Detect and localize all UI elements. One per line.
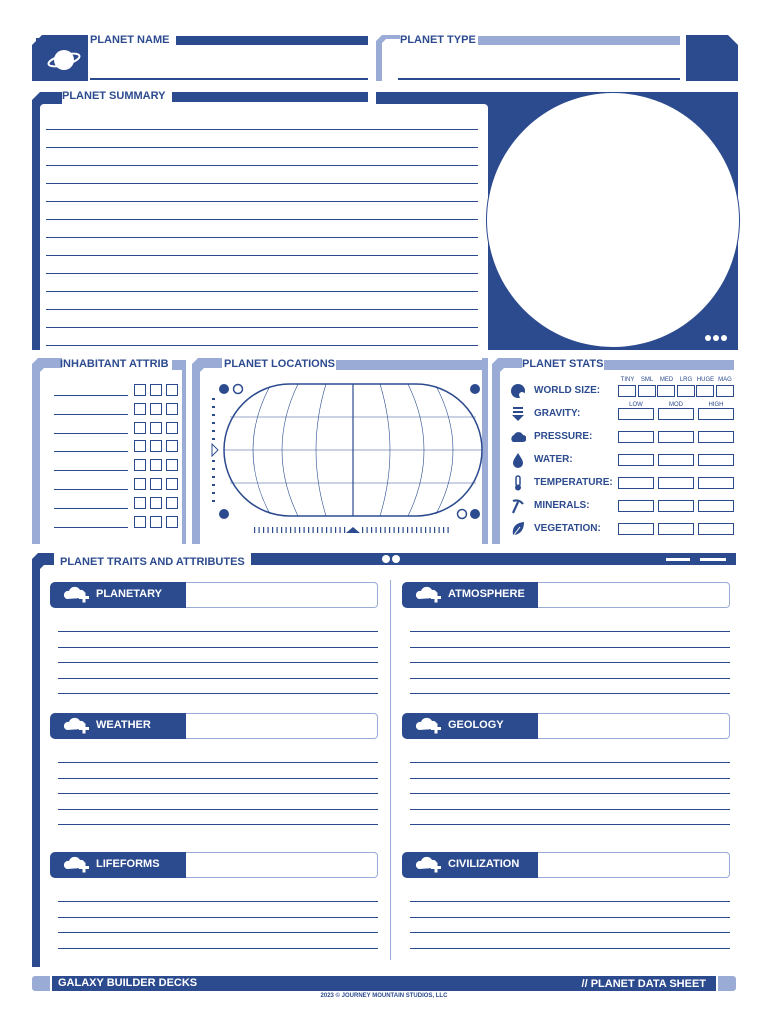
summary-line[interactable] xyxy=(46,183,478,184)
summary-line[interactable] xyxy=(46,129,478,130)
inhabitant-label: INHABITANT ATTRIB xyxy=(60,358,169,370)
planet-type-label: PLANET TYPE xyxy=(400,34,476,46)
map-tick xyxy=(403,527,404,533)
trait-field[interactable] xyxy=(538,582,730,608)
stat-name: VEGETATION: xyxy=(534,523,601,534)
stat-level-box[interactable] xyxy=(618,523,654,535)
trait-line[interactable] xyxy=(410,809,730,810)
inhabitant-attrib-field[interactable] xyxy=(54,395,128,396)
inhabitant-checkbox[interactable] xyxy=(150,516,162,528)
cloud-plus-icon xyxy=(64,856,90,874)
stats-label: PLANET STATS xyxy=(522,358,604,370)
cloud-plus-icon xyxy=(64,717,90,735)
map-tick xyxy=(254,527,255,533)
map-tick xyxy=(371,527,372,533)
trait-line[interactable] xyxy=(410,647,730,648)
map-tick xyxy=(263,527,264,533)
summary-line[interactable] xyxy=(46,237,478,238)
trait-label: WEATHER xyxy=(96,719,151,731)
trait-line[interactable] xyxy=(58,662,378,663)
trait-field[interactable] xyxy=(186,582,378,608)
trait-line[interactable] xyxy=(410,631,730,632)
header-right-cap xyxy=(686,35,738,81)
trait-line[interactable] xyxy=(410,917,730,918)
trait-line[interactable] xyxy=(410,932,730,933)
cloud-plus-icon xyxy=(416,717,442,735)
map-tick xyxy=(448,527,449,533)
map-tick xyxy=(295,527,296,533)
map-tick xyxy=(344,527,345,533)
map-tick xyxy=(380,527,381,533)
trait-header xyxy=(50,582,378,608)
inhabitant-checkbox[interactable] xyxy=(166,384,178,396)
size-scale-label: MED xyxy=(659,377,674,383)
trait-line[interactable] xyxy=(58,793,378,794)
stat-level-box[interactable] xyxy=(618,500,654,512)
map-tick xyxy=(421,527,422,533)
map-tick xyxy=(259,527,260,533)
stat-level-box[interactable] xyxy=(698,500,734,512)
inhabitant-checkbox[interactable] xyxy=(150,478,162,490)
inhabitant-checkbox[interactable] xyxy=(134,384,146,396)
inhabitant-checkbox[interactable] xyxy=(134,478,146,490)
trait-line[interactable] xyxy=(410,901,730,902)
inhabitant-attrib-field[interactable] xyxy=(54,470,128,471)
trait-line[interactable] xyxy=(58,824,378,825)
map-tick xyxy=(304,527,305,533)
level-scale-label: MOD xyxy=(669,402,683,408)
stat-level-box[interactable] xyxy=(658,500,694,512)
inhabitant-checkbox[interactable] xyxy=(150,422,162,434)
map-tick xyxy=(281,527,282,533)
inhabitant-checkbox[interactable] xyxy=(134,459,146,471)
summary-line[interactable] xyxy=(46,309,478,310)
map-tick xyxy=(331,527,332,533)
inhabitant-checkbox[interactable] xyxy=(134,440,146,452)
stat-level-box[interactable] xyxy=(658,431,694,443)
trait-header xyxy=(50,713,378,739)
traits-label: PLANET TRAITS AND ATTRIBUTES xyxy=(60,556,245,568)
inhabitant-checkbox[interactable] xyxy=(150,440,162,452)
trait-line[interactable] xyxy=(58,647,378,648)
stat-level-box[interactable] xyxy=(698,408,734,420)
map-tick xyxy=(412,527,413,533)
trait-line[interactable] xyxy=(58,809,378,810)
inhabitant-checkbox[interactable] xyxy=(150,497,162,509)
trait-line[interactable] xyxy=(58,762,378,763)
footer-right-text: // PLANET DATA SHEET xyxy=(581,978,706,990)
globe-grid-icon[interactable] xyxy=(206,376,484,540)
inhabitant-checkbox[interactable] xyxy=(166,478,178,490)
level-scale-label: HIGH xyxy=(708,402,724,408)
inhabitant-checkbox[interactable] xyxy=(150,459,162,471)
map-tick xyxy=(308,527,309,533)
stat-level-box[interactable] xyxy=(658,454,694,466)
stat-name: TEMPERATURE: xyxy=(534,477,613,488)
planet-type-field[interactable] xyxy=(398,78,680,80)
map-tick xyxy=(385,527,386,533)
summary-line[interactable] xyxy=(46,327,478,328)
trait-header xyxy=(402,713,730,739)
cloud-plus-icon xyxy=(416,856,442,874)
size-scale-label: SML xyxy=(640,377,654,383)
map-tick xyxy=(394,527,395,533)
size-scale-label: LRG xyxy=(679,377,693,383)
stat-name: WORLD SIZE: xyxy=(534,385,601,396)
stat-name: PRESSURE: xyxy=(534,431,593,442)
inhabitant-attrib-field[interactable] xyxy=(54,414,128,415)
trait-line[interactable] xyxy=(410,662,730,663)
locations-label: PLANET LOCATIONS xyxy=(224,358,336,370)
map-tick xyxy=(277,527,278,533)
map-tick xyxy=(443,527,444,533)
summary-line[interactable] xyxy=(46,273,478,274)
level-scale-label: LOW xyxy=(629,402,643,408)
dots-indicator-icon xyxy=(380,554,404,564)
map-tick xyxy=(425,527,426,533)
summary-line[interactable] xyxy=(46,201,478,202)
trait-line[interactable] xyxy=(58,693,378,694)
trait-field[interactable] xyxy=(538,713,730,739)
pickaxe-icon xyxy=(510,498,526,514)
inhabitant-attrib-field[interactable] xyxy=(54,451,128,452)
inhabitant-checkbox[interactable] xyxy=(134,516,146,528)
stat-level-box[interactable] xyxy=(618,477,654,489)
inhabitant-checkbox[interactable] xyxy=(150,384,162,396)
map-tick xyxy=(389,527,390,533)
stat-level-box[interactable] xyxy=(618,454,654,466)
map-tick xyxy=(299,527,300,533)
trait-label: PLANETARY xyxy=(96,588,162,600)
inhabitant-checkbox[interactable] xyxy=(134,497,146,509)
trait-line[interactable] xyxy=(58,932,378,933)
planet-name-label: PLANET NAME xyxy=(90,34,170,46)
trait-label: ATMOSPHERE xyxy=(448,588,525,600)
inhabitant-checkbox[interactable] xyxy=(166,440,178,452)
trait-header xyxy=(50,852,378,878)
traits-divider xyxy=(390,580,391,960)
map-tick xyxy=(322,527,323,533)
footer-left-text: GALAXY BUILDER DECKS xyxy=(58,977,198,989)
planet-summary-label: PLANET SUMMARY xyxy=(62,90,166,102)
stat-level-box[interactable] xyxy=(698,523,734,535)
summary-line[interactable] xyxy=(46,291,478,292)
stat-name: WATER: xyxy=(534,454,573,465)
summary-line[interactable] xyxy=(46,255,478,256)
map-tick xyxy=(313,527,314,533)
trait-line[interactable] xyxy=(410,793,730,794)
trait-header xyxy=(402,582,730,608)
inhabitant-checkbox[interactable] xyxy=(166,516,178,528)
copyright-text: 2023 © JOURNEY MOUNTAIN STUDIOS, LLC xyxy=(320,993,448,999)
map-tick xyxy=(317,527,318,533)
stat-level-box[interactable] xyxy=(618,408,654,420)
trait-label: CIVILIZATION xyxy=(448,858,520,870)
map-tick xyxy=(326,527,327,533)
trait-label: LIFEFORMS xyxy=(96,858,160,870)
inhabitant-checkbox[interactable] xyxy=(166,403,178,415)
map-tick xyxy=(434,527,435,533)
planet-image-circle[interactable] xyxy=(486,92,740,348)
map-tick xyxy=(286,527,287,533)
map-tick xyxy=(439,527,440,533)
water-drop-icon xyxy=(510,452,526,468)
map-tick xyxy=(272,527,273,533)
stat-level-box[interactable] xyxy=(658,523,694,535)
map-tick xyxy=(376,527,377,533)
summary-line[interactable] xyxy=(46,345,478,346)
inhabitant-checkbox[interactable] xyxy=(166,497,178,509)
map-tick xyxy=(430,527,431,533)
trait-line[interactable] xyxy=(58,901,378,902)
trait-line[interactable] xyxy=(58,631,378,632)
summary-line[interactable] xyxy=(46,165,478,166)
gravity-arrow-icon xyxy=(510,406,526,422)
map-tick xyxy=(335,527,336,533)
map-tick xyxy=(268,527,269,533)
trait-label: GEOLOGY xyxy=(448,719,504,731)
cloud-icon xyxy=(510,429,526,445)
map-tick xyxy=(398,527,399,533)
stat-level-box[interactable] xyxy=(658,408,694,420)
inhabitant-checkbox[interactable] xyxy=(134,403,146,415)
trait-field[interactable] xyxy=(538,852,730,878)
trait-line[interactable] xyxy=(58,778,378,779)
trait-line[interactable] xyxy=(410,948,730,949)
planet-icon xyxy=(510,383,526,399)
trait-line[interactable] xyxy=(58,678,378,679)
trait-line[interactable] xyxy=(58,948,378,949)
map-tick xyxy=(407,527,408,533)
trait-field[interactable] xyxy=(186,852,378,878)
inhabitant-attrib-field[interactable] xyxy=(54,527,128,528)
stat-name: MINERALS: xyxy=(534,500,590,511)
size-scale-label: MAG xyxy=(718,377,732,383)
size-scale-label: HUGE xyxy=(696,377,715,383)
planet-name-field[interactable] xyxy=(90,78,368,80)
map-tick xyxy=(290,527,291,533)
leaf-icon xyxy=(510,521,526,537)
ellipsis-icon xyxy=(704,334,728,342)
map-tick xyxy=(367,527,368,533)
stat-level-box[interactable] xyxy=(698,477,734,489)
summary-line[interactable] xyxy=(46,219,478,220)
stat-level-box[interactable] xyxy=(618,431,654,443)
inhabitant-attrib-field[interactable] xyxy=(54,433,128,434)
summary-line[interactable] xyxy=(46,147,478,148)
inhabitant-checkbox[interactable] xyxy=(166,422,178,434)
trait-line[interactable] xyxy=(410,678,730,679)
inhabitant-checkbox[interactable] xyxy=(166,459,178,471)
inhabitant-attrib-field[interactable] xyxy=(54,489,128,490)
trait-line[interactable] xyxy=(410,778,730,779)
stat-level-box[interactable] xyxy=(658,477,694,489)
trait-line[interactable] xyxy=(58,917,378,918)
inhabitant-checkbox[interactable] xyxy=(150,403,162,415)
cloud-plus-icon xyxy=(416,586,442,604)
cloud-plus-icon xyxy=(64,586,90,604)
trait-header xyxy=(402,852,730,878)
stat-name: GRAVITY: xyxy=(534,408,581,419)
trait-line[interactable] xyxy=(410,762,730,763)
thermometer-icon xyxy=(510,475,526,491)
stat-level-box[interactable] xyxy=(698,431,734,443)
inhabitant-checkbox[interactable] xyxy=(134,422,146,434)
size-scale-label: TINY xyxy=(620,377,635,383)
planet-ringed-icon xyxy=(36,38,88,78)
stat-row xyxy=(510,383,736,399)
inhabitant-attrib-field[interactable] xyxy=(54,508,128,509)
trait-line[interactable] xyxy=(410,824,730,825)
trait-line[interactable] xyxy=(410,693,730,694)
stat-level-box[interactable] xyxy=(698,454,734,466)
trait-field[interactable] xyxy=(186,713,378,739)
map-tick xyxy=(362,527,363,533)
map-tick xyxy=(416,527,417,533)
map-tick xyxy=(340,527,341,533)
